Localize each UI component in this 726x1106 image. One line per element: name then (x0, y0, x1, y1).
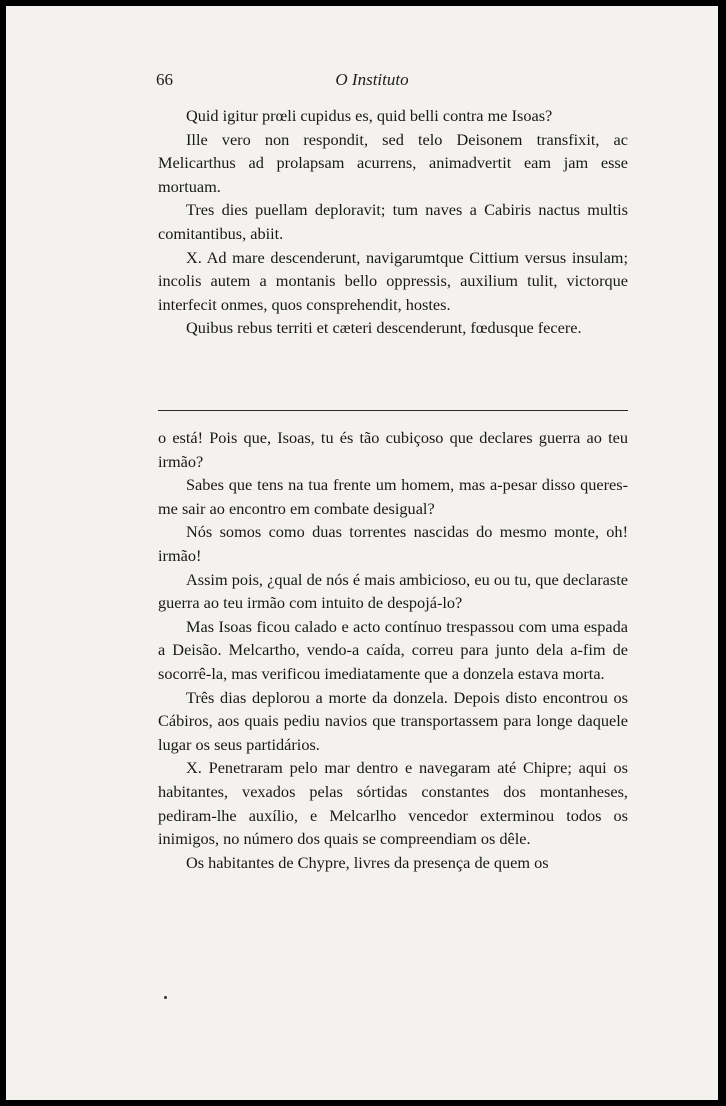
section-divider (158, 410, 628, 411)
latin-paragraph: Tres dies puellam deploravit; tum naves a Cabiris nactus multis comitantibus, abiit. (158, 200, 628, 243)
portuguese-paragraph: Nós somos como duas torrentes nascidas do mesmo monte, oh! irmão! (158, 522, 628, 565)
page-number: 66 (156, 70, 173, 89)
latin-text-block (158, 104, 628, 340)
ink-speck (164, 996, 167, 999)
portuguese-paragraph: Assim pois, ¿qual de nós é mais ambicioso, eu ou tu, que declaraste guerra ao teu irmão com intuito de despojá-lo? (158, 569, 628, 613)
portuguese-paragraph: Três dias deplorou a morte da donzela. Depois disto encontrou os Cábiros, aos quais pediu navios que transportassem para longe daquele lugar os seus partidários. (158, 687, 628, 754)
book-page (6, 6, 718, 1100)
portuguese-paragraph: Os habitantes de Chypre, livres da presença de quem os (186, 852, 549, 872)
latin-paragraph: Ille vero non respondit, sed telo Deisonem transfixit, ac Melicarthus ad prolapsam acurrens, animadvertit eam jam esse mortuam. (158, 129, 628, 196)
portuguese-continuation: o está! Pois que, Isoas, tu és tão cubiçoso que declares guerra ao teu irmão? (158, 428, 628, 471)
portuguese-text-block (158, 426, 628, 874)
portuguese-paragraph: Mas Isoas ficou calado e acto contínuo trespassou com uma espada a Deisão. Melcartho, vendo-a caída, correu para junto dela a-fim de socorrê-la, mas verificou imediatamente que a donzela estava morta. (158, 616, 628, 683)
portuguese-paragraph: X. Penetraram pelo mar dentro e navegaram até Chipre; aqui os habitantes, vexados pelas sórtidas constantes dos montanheses, pediram-lhe auxílio, e Melcarlho vencedor exterminou todos os inimigos, no número dos quais se compreendiam os dêle. (158, 758, 628, 849)
latin-paragraph: Quibus rebus territi et cæteri descenderunt, fœdusque fecere. (186, 318, 582, 338)
page-header (6, 70, 718, 94)
latin-paragraph: X. Ad mare descenderunt, navigarumtque Cittium versus insulam; incolis autem a montanis bello oppressis, auxilium tulit, victorque interfecit onmes, quos consprehendit, hostes. (158, 247, 628, 314)
portuguese-paragraph: Sabes que tens na tua frente um homem, mas a-pesar disso queres-me sair ao encontro em combate desigual? (158, 475, 628, 518)
latin-paragraph: Quid igitur prœli cupidus es, quid belli contra me Isoas? (186, 106, 553, 125)
running-title: O Instituto (335, 70, 409, 89)
